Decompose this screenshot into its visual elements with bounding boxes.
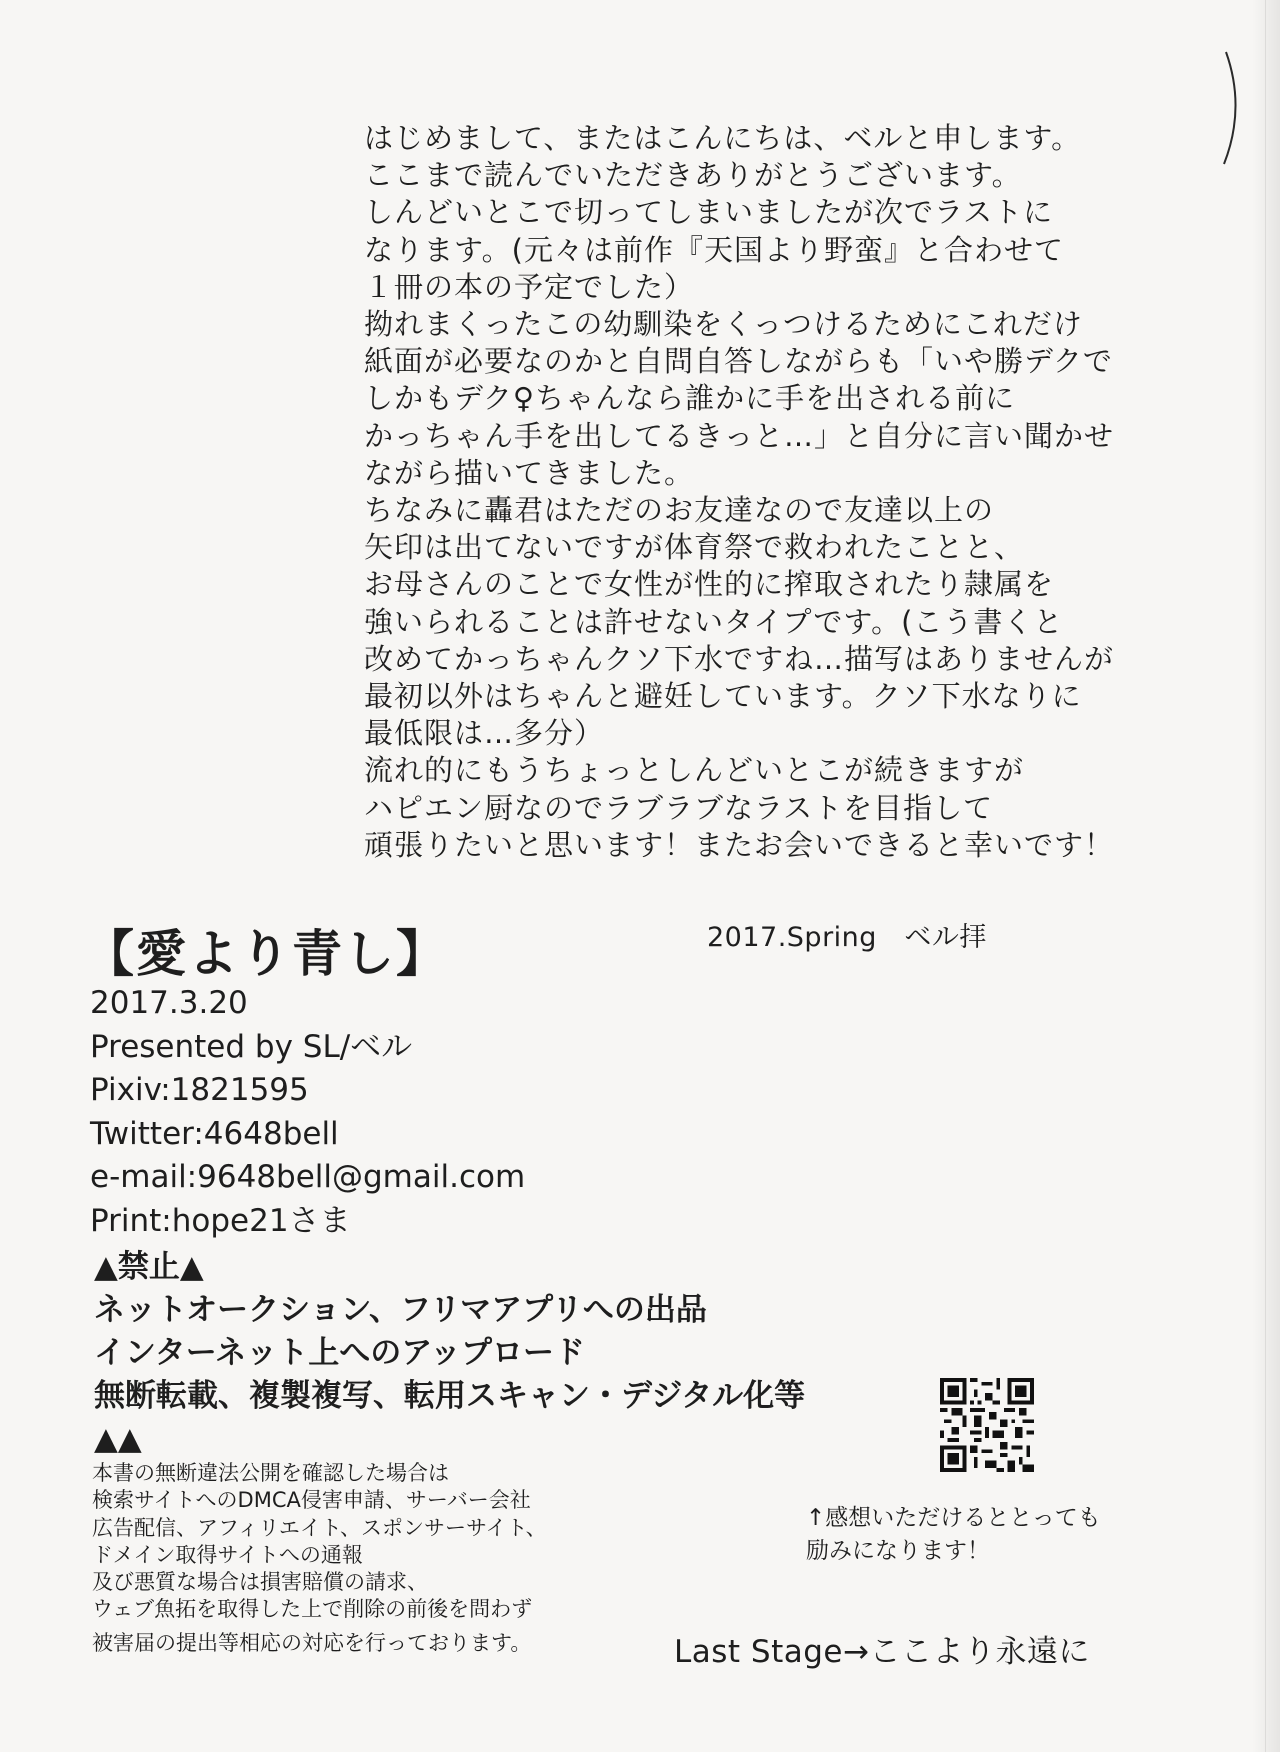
printer: Print:hope21さま [90, 1202, 351, 1239]
prohibited-footer: ▲▲ [94, 1421, 142, 1457]
publish-date: 2017.3.20 [90, 985, 248, 1021]
notice-line: ウェブ魚拓を取得した上で削除の前後を問わず [92, 1597, 533, 1622]
afterword-text [364, 120, 1164, 864]
page-edge-line [1265, 0, 1266, 1752]
colophon-info [90, 982, 525, 1243]
notice-line: 広告配信、アフィリエイト、スポンサーサイト、 [92, 1515, 547, 1540]
legal-notice [92, 1460, 547, 1657]
afterword-line: 最初以外はちゃんと避妊しています。クソ下水なりに [364, 679, 1082, 714]
afterword-line: しかもデク♀ちゃんなら誰かに手を出される前に [364, 381, 1016, 416]
afterword-line: 最低限は…多分） [364, 716, 605, 751]
book-title: 【愛より青し】 [84, 925, 448, 983]
qr-caption [806, 1502, 1101, 1568]
prohibited-item: インターネット上へのアップロード [94, 1335, 586, 1371]
presented-by: Presented by SL/ベル [90, 1028, 413, 1065]
afterword-line: しんどいとこで切ってしまいましたが次でラストに [364, 195, 1054, 230]
notice-line: 本書の無断違法公開を確認した場合は [92, 1461, 449, 1485]
qr-caption-line: 励みになります！ [806, 1538, 990, 1564]
prohibited-item: ネットオークション、フリマアプリへの出品 [94, 1292, 707, 1328]
next-stage-note: Last Stage→ここより永遠に [674, 1634, 1090, 1670]
notice-line: 検索サイトへのDMCA侵害申請、サーバー会社 [92, 1488, 531, 1513]
page-edge-shadow [1252, 0, 1280, 1752]
page-curve-mark [1220, 48, 1250, 168]
notice-line: 及び悪質な場合は損害賠償の請求、 [92, 1570, 428, 1595]
qr-code-icon [940, 1378, 1034, 1472]
signoff: 2017.Spring ベル拝 [707, 922, 987, 953]
afterword-line: ハピエン厨なのでラブラブなラストを目指して [364, 790, 994, 825]
notice-line: 被害届の提出等相応の対応を行っております。 [92, 1630, 532, 1655]
afterword-line: ここまで読んでいただきありがとうございます。 [364, 158, 1022, 193]
prohibited-item: 無断転載、複製複写、転用スキャン・デジタル化等 [94, 1378, 806, 1414]
afterword-line: 強いられることは許せないタイプです。(こう書くと [364, 604, 1064, 639]
afterword-line: 頑張りたいと思います！またお会いできると幸いです！ [364, 827, 1115, 862]
afterword-line: 改めてかっちゃんクソ下水ですね…描写はありませんが [364, 641, 1115, 676]
email-address: e-mail:9648bell@gmail.com [90, 1159, 526, 1195]
prohibited-header: ▲禁止▲ [94, 1249, 204, 1285]
afterword-line: ちなみに轟君はただのお友達なので友達以上の [364, 493, 995, 528]
afterword-line: はじめまして、またはこんにちは、ベルと申します。 [364, 121, 1082, 155]
afterword-line: 拗れまくったこの幼馴染をくっつけるためにこれだけ [364, 307, 1083, 342]
qr-caption-line: ↑感想いただけるととっても [806, 1505, 1101, 1531]
afterword-line: １冊の本の予定でした） [364, 269, 695, 304]
afterword-line: 矢印は出てないですが体育祭で救われたことと、 [364, 530, 1025, 565]
twitter-id: Twitter:4648bell [90, 1115, 339, 1152]
notice-line: ドメイン取得サイトへの通報 [92, 1542, 363, 1567]
afterword-line: お母さんのことで女性が性的に搾取されたり隷属を [364, 567, 1055, 602]
afterword-line: 紙面が必要なのかと自問自答しながらも「いや勝デクで [364, 344, 1113, 379]
afterword-line: 流れ的にもうちょっとしんどいとこが続きますが [364, 753, 1025, 788]
afterword-line: なります。(元々は前作『天国より野蛮』と合わせて [364, 232, 1064, 267]
pixiv-id: Pixiv:1821595 [90, 1072, 309, 1108]
afterword-line: ながら描いてきました。 [364, 455, 695, 490]
prohibited-section [94, 1246, 805, 1461]
afterword-line: かっちゃん手を出してるきっと…」と自分に言い聞かせ [364, 418, 1115, 453]
